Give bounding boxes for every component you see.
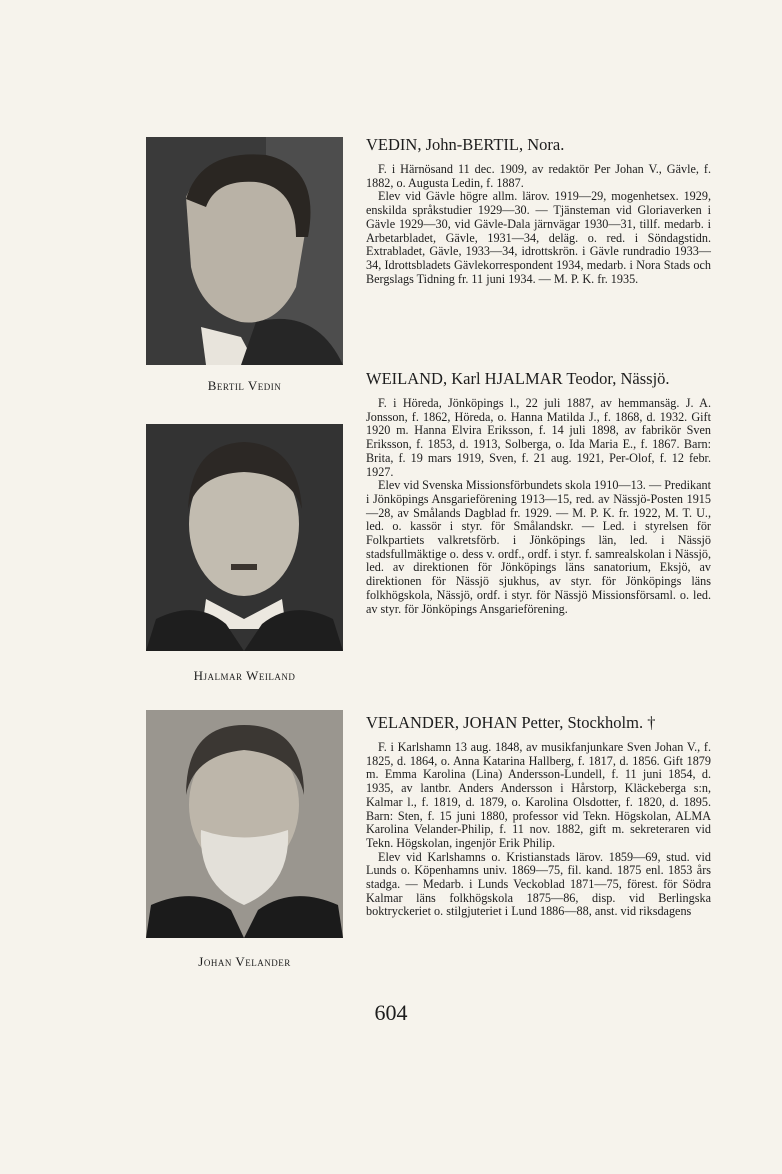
portrait-caption: Bertil Vedin [207,378,282,393]
entry-paragraph: Elev vid Karlshamns o. Kristianstads lärov. 1859—69, stud. vid Lunds o. Köpenhamns univ. 1869—75, fil. kand. 1875 enl. 1853 års stadga. — Medarb. i Lunds Veckoblad 1871—75, förest. för Södra Kalmar läns folkhögskola 1875—86, disp. vid Berlingska boktryckeriet o. stilgjuteriet i Lund 1886—88, anst. vid riksdagens [366,849,711,919]
entry-heading: WEILAND, Karl HJALMAR Teodor, Nässjö. [366,369,670,388]
portrait-photo-johan-velander [146,710,343,938]
biography-entry [366,369,711,616]
entry-heading: VELANDER, JOHAN Petter, Stockholm. † [366,713,656,732]
entry-paragraph: F. i Höreda, Jönköpings l., 22 juli 1887, av hemmansäg. J. A. Jonsson, f. 1862, Höreda, o. Hanna Matilda J., f. 1868, d. 1932. Gift 1920 m. Hanna Elvira Eriksson, f. 14 juli 1898, av fabrikör Sven Eriksson, f. 1853, d. 1913, Solberga, o. Ida Maria E., f. 1867. Barn: Brita, f. 19 mars 1919, Sven, f. 21 aug. 1921, Per-Olof, f. 12 febr. 1927. [366,396,711,479]
entry-heading: VEDIN, John-BERTIL, Nora. [366,135,565,154]
biography-entry [366,713,711,919]
entry-paragraph: Elev vid Gävle högre allm. lärov. 1919—29, mogenhetsex. 1929, enskilda språkstudier 1929—30. — Tjänsteman vid Gloriaverken i Gävle 1929—30, vid Gävle-Dala järnvägar 1930—31, tillf. medarb. i Arbetarbladet, Gävle, 1931—34, deläg. o. red. i Söndagstidn. Extrabladet, Gävle, 1933—34, idrottskrön. i Gävle rundradio 1933—34, Idrottsbladets Gävlekorrespondent 1934, medarb. i Nora Stads och Bergslags Tidning fr. 11 juni 1934. — M. P. K. fr. 1935. [366,189,711,286]
entry-body [366,163,711,286]
entry-paragraph: Elev vid Svenska Missionsförbundets skola 1910—13. — Predikant i Jönköpings Ansgarieförening 1913—15, red. av Nässjö-Posten 1915—28, av Smålands Dagblad fr. 1929. — M. P. K. fr. 1922, M. T. U., led. o. kassör i styr. för Smålandskr. — Led. i styrelsen för Folkpartiets valkretsförb. i Jönköpings län, led. i Nässjö stadsfullmäktige o. dess v. ordf., ordf. i styr. f. samrealskolan i Nässjö, led. av direktionen för Jönköpings läns sanatorium, Eksjö, av direktionen för Nässjö sjukhus, av styr. för Jönköpings läns folkhögskola, Nässjö, ordf. i styr. för Nässjö Missionsförsaml. o. led. av styr. för Jönköpings Ansgarieförening. [366,478,711,616]
biography-entry [366,135,711,286]
entry-paragraph: F. i Härnösand 11 dec. 1909, av redaktör Per Johan V., Gävle, f. 1882, o. Augusta Ledin, f. 1887. [366,162,711,190]
portrait-photo-hjalmar-weiland [146,424,343,651]
portrait-caption: Johan Velander [198,954,291,969]
portrait-caption: Hjalmar Weiland [193,668,296,683]
entry-paragraph: F. i Karlshamn 13 aug. 1848, av musikfanjunkare Sven Johan V., f. 1825, d. 1864, o. Anna Katarina Hallberg, f. 1817, d. 1856. Gift 1879 m. Emma Karolina (Lina) Andersson-Lundell, f. 11 juni 1854, d. 1935, av lantbr. Anders Andersson i Hårstorp, Kläckeberga s:n, Kalmar l., f. 1819, d. 1879, o. Karolina Olsdotter, f. 1820, d. 1895. Barn: Sten, f. 15 juni 1880, professor vid Tekn. Högskolan, ALMA Karolina Velander-Philip, f. 11 nov. 1882, gift m. sekreteraren vid Tekn. Högskolan, ingenjör Erik Philip. [366,740,711,850]
entry-body [366,397,711,616]
portrait-photo-bertil-vedin [146,137,343,365]
page-number: 604 [374,1000,408,1025]
entry-body [366,741,711,919]
